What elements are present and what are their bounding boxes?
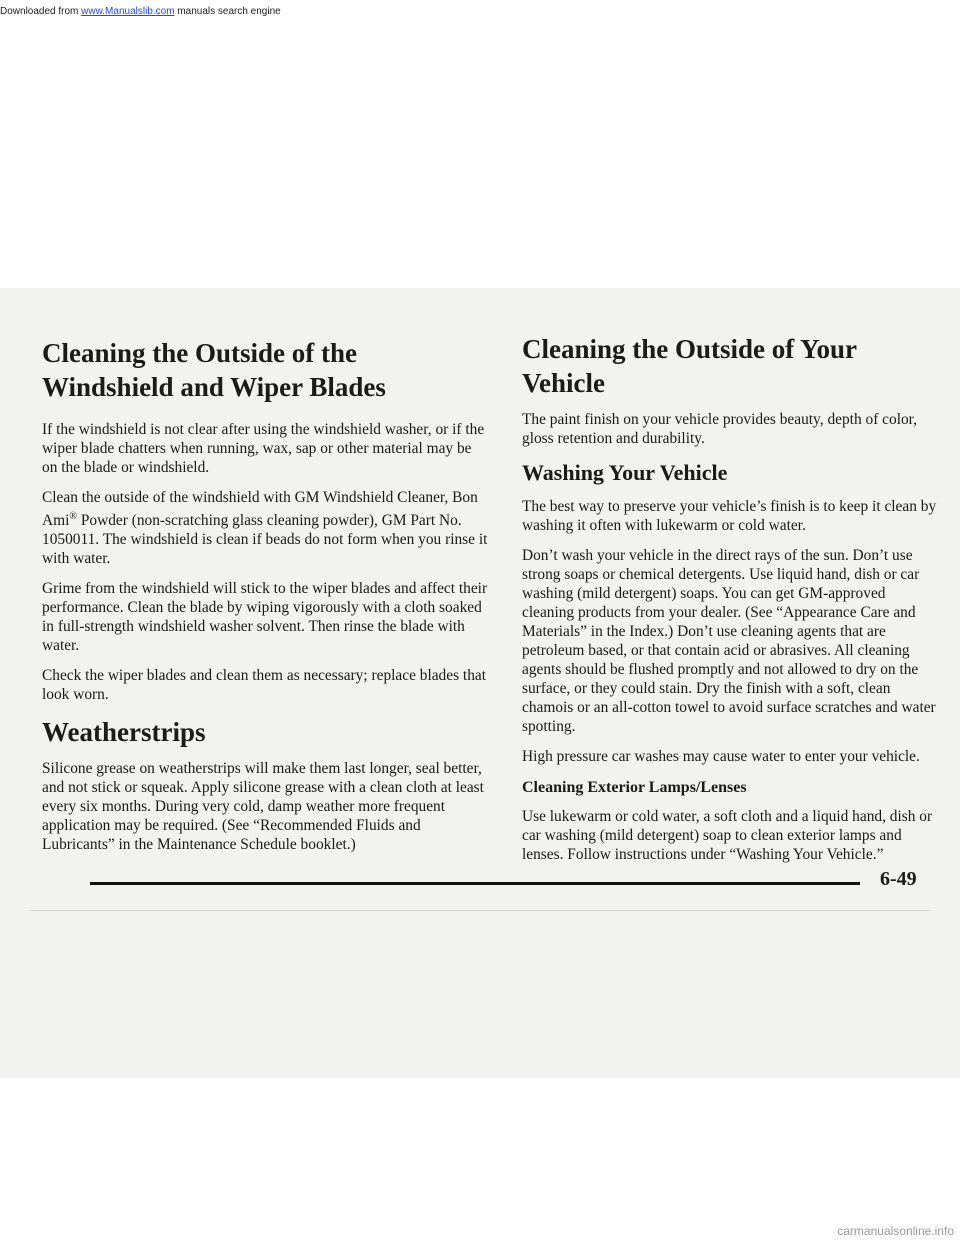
banner-prefix: Downloaded from <box>0 6 82 17</box>
washing-paragraph-2: Don’t wash your vehicle in the direct rays of the sun. Don’t use strong soaps or chemical detergents. Use liquid hand, dish or car washing (mild detergent) soaps. You can get GM-approved cleaning products from your dealer. (See “Appearance Care and Materials” in the Index.) Don’t use cleaning agents that are petroleum based, or that contain acid or abrasives. All cleaning agents should be flushed promptly and not allowed to dry on the surface, or they could stain. Dry the finish with a soft, clean chamois or an all-cotton towel to avoid surface scratches and water spotting. <box>522 547 936 735</box>
washing-heading: Washing Your Vehicle <box>522 460 728 485</box>
washing-paragraph-1: The best way to preserve your vehicle’s finish is to keep it clean by washing it often with lukewarm or cold water. <box>522 498 937 534</box>
windshield-heading: Cleaning the Outside of the Windshield and Wiper Blades <box>42 338 386 402</box>
right-column <box>522 332 940 875</box>
left-column <box>42 336 488 865</box>
weatherstrips-paragraph: Silicone grease on weatherstrips will make them last longer, seal better, and not stick or squeak. Apply silicone grease with a clean cloth at least every six months. During very cold, damp weather more frequent application may be required. (See “Recommended Fluids and Lubricants” in the Maintenance Schedule booklet.) <box>42 760 484 854</box>
registered-mark: ® <box>69 511 77 522</box>
lamps-heading: Cleaning Exterior Lamps/Lenses <box>522 779 747 796</box>
windshield-paragraph-2a: Clean the outside of the windshield with GM Windshield Cleaner, Bon Ami <box>42 489 478 530</box>
windshield-paragraph-2b: Powder (non-scratching glass cleaning powder), GM Part No. 1050011. The windshield is clean if beads do not form when you rinse it with water. <box>42 512 488 568</box>
windshield-paragraph-2 <box>42 488 488 568</box>
outside-vehicle-paragraph: The paint finish on your vehicle provides beauty, depth of color, gloss retention and durability. <box>522 411 918 447</box>
windshield-paragraph-1: If the windshield is not clear after using the windshield washer, or if the wiper blade chatters when running, wax, sap or other material may be on the blade or windshield. <box>42 421 485 476</box>
watermark: carmanualsonline.info <box>837 1224 954 1238</box>
download-banner <box>0 6 281 17</box>
footer-rule <box>90 882 860 885</box>
lamps-paragraph: Use lukewarm or cold water, a soft cloth and a liquid hand, dish or car washing (mild detergent) soap to clean exterior lamps and lenses. Follow instructions under “Washing Your Vehicle.” <box>522 808 933 863</box>
outside-vehicle-heading: Cleaning the Outside of Your Vehicle <box>522 334 857 398</box>
manualslib-link[interactable]: www.Manualslib.com <box>81 6 175 17</box>
windshield-paragraph-3: Grime from the windshield will stick to the wiper blades and affect their performance. Clean the blade by wiping vigorously with a cloth soaked in full-strength windshield washer solvent. Then rinse the blade with water. <box>42 580 488 655</box>
page-edge-rule <box>30 910 930 911</box>
manual-page <box>0 288 960 1078</box>
page-number: 6-49 <box>880 868 917 890</box>
weatherstrips-heading: Weatherstrips <box>42 717 206 748</box>
washing-paragraph-3: High pressure car washes may cause water to enter your vehicle. <box>522 748 920 765</box>
windshield-paragraph-4: Check the wiper blades and clean them as necessary; replace blades that look worn. <box>42 667 486 704</box>
banner-suffix: manuals search engine <box>174 6 281 17</box>
